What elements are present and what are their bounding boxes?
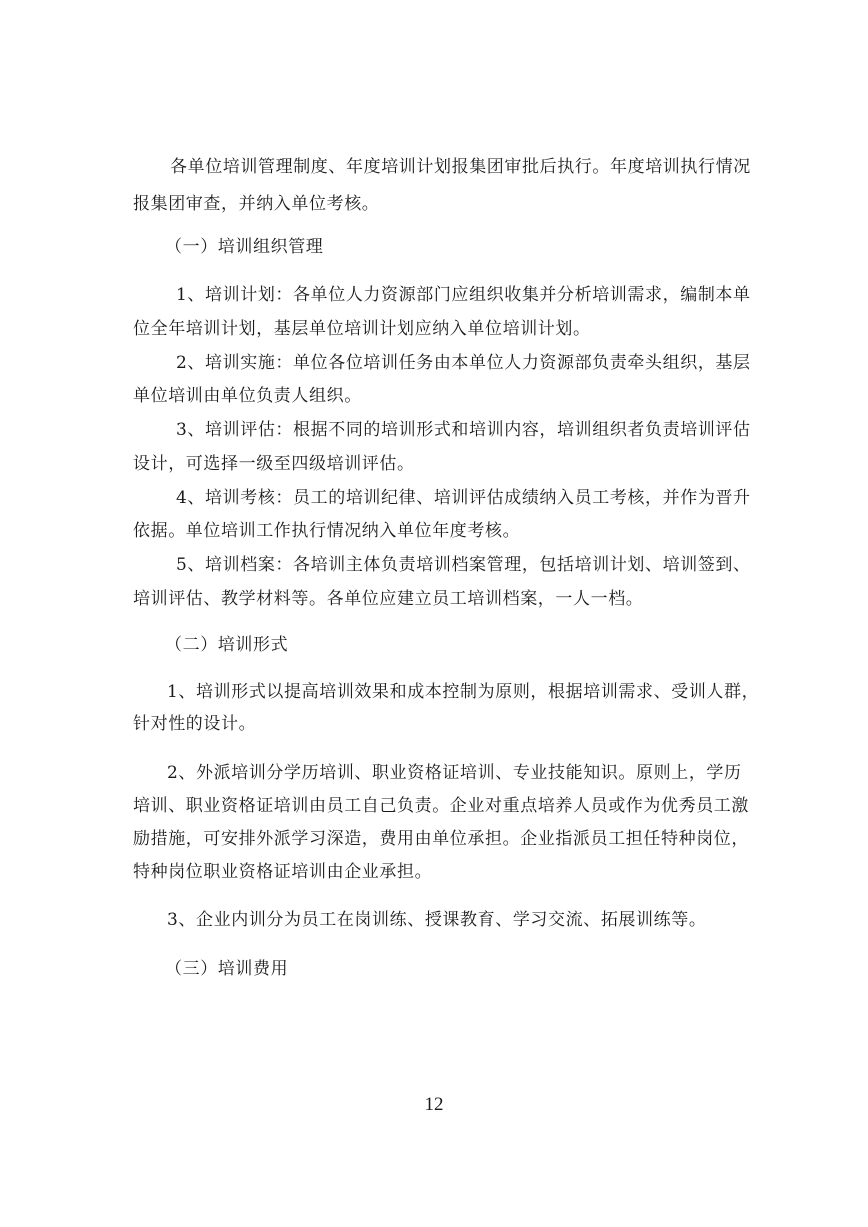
training-implementation-line-1: 2、培训实施：单位各位培训任务由本单位人力资源部负责牵头组织，基层 bbox=[176, 353, 751, 373]
section-3-heading: （三）培训费用 bbox=[165, 959, 289, 979]
section-2-heading: （二）培训形式 bbox=[165, 635, 289, 655]
training-evaluation-line-2: 设计，可选择一级至四级培训评估。 bbox=[133, 454, 415, 474]
external-training-line-3: 励措施，可安排外派学习深造，费用由单位承担。企业指派员工担任特种岗位， bbox=[133, 829, 749, 849]
training-plan-line-1: 1、培训计划：各单位人力资源部门应组织收集并分析培训需求，编制本单 bbox=[176, 285, 751, 305]
training-implementation-line-2: 单位培训由单位负责人组织。 bbox=[133, 386, 362, 406]
training-assessment-line-2: 依据。单位培训工作执行情况纳入单位年度考核。 bbox=[133, 521, 521, 541]
training-archive-line-2: 培训评估、教学材料等。各单位应建立员工培训档案，一人一档。 bbox=[133, 589, 644, 609]
training-form-line-1: 1、培训形式以提高培训效果和成本控制为原则，根据培训需求、受训人群， bbox=[167, 682, 760, 702]
external-training-line-1: 2、外派培训分学历培训、职业资格证培训、专业技能知识。原则上，学历 bbox=[167, 763, 742, 783]
intro-line-2: 报集团审查，并纳入单位考核。 bbox=[133, 194, 380, 214]
intro-line-1: 各单位培训管理制度、年度培训计划报集团审批后执行。年度培训执行情况 bbox=[170, 157, 751, 177]
training-evaluation-line-1: 3、培训评估：根据不同的培训形式和培训内容，培训组织者负责培训评估 bbox=[176, 420, 751, 440]
training-assessment-line-1: 4、培训考核：员工的培训纪律、培训评估成绩纳入员工考核，并作为晋升 bbox=[176, 488, 751, 508]
section-1-heading: （一）培训组织管理 bbox=[165, 237, 324, 257]
training-form-line-2: 针对性的设计。 bbox=[133, 714, 257, 734]
internal-training-line-1: 3、企业内训分为员工在岗训练、授课教育、学习交流、拓展训练等。 bbox=[167, 910, 707, 930]
training-plan-line-2: 位全年培训计划，基层单位培训计划应纳入单位培训计划。 bbox=[133, 319, 591, 339]
training-archive-line-1: 5、培训档案：各培训主体负责培训档案管理，包括培训计划、培训签到、 bbox=[176, 555, 751, 575]
external-training-line-4: 特种岗位职业资格证培训由企业承担。 bbox=[133, 862, 433, 882]
page-number: 12 bbox=[424, 1094, 444, 1115]
external-training-line-2: 培训、职业资格证培训由员工自己负责。企业对重点培养人员或作为优秀员工激 bbox=[133, 796, 749, 816]
